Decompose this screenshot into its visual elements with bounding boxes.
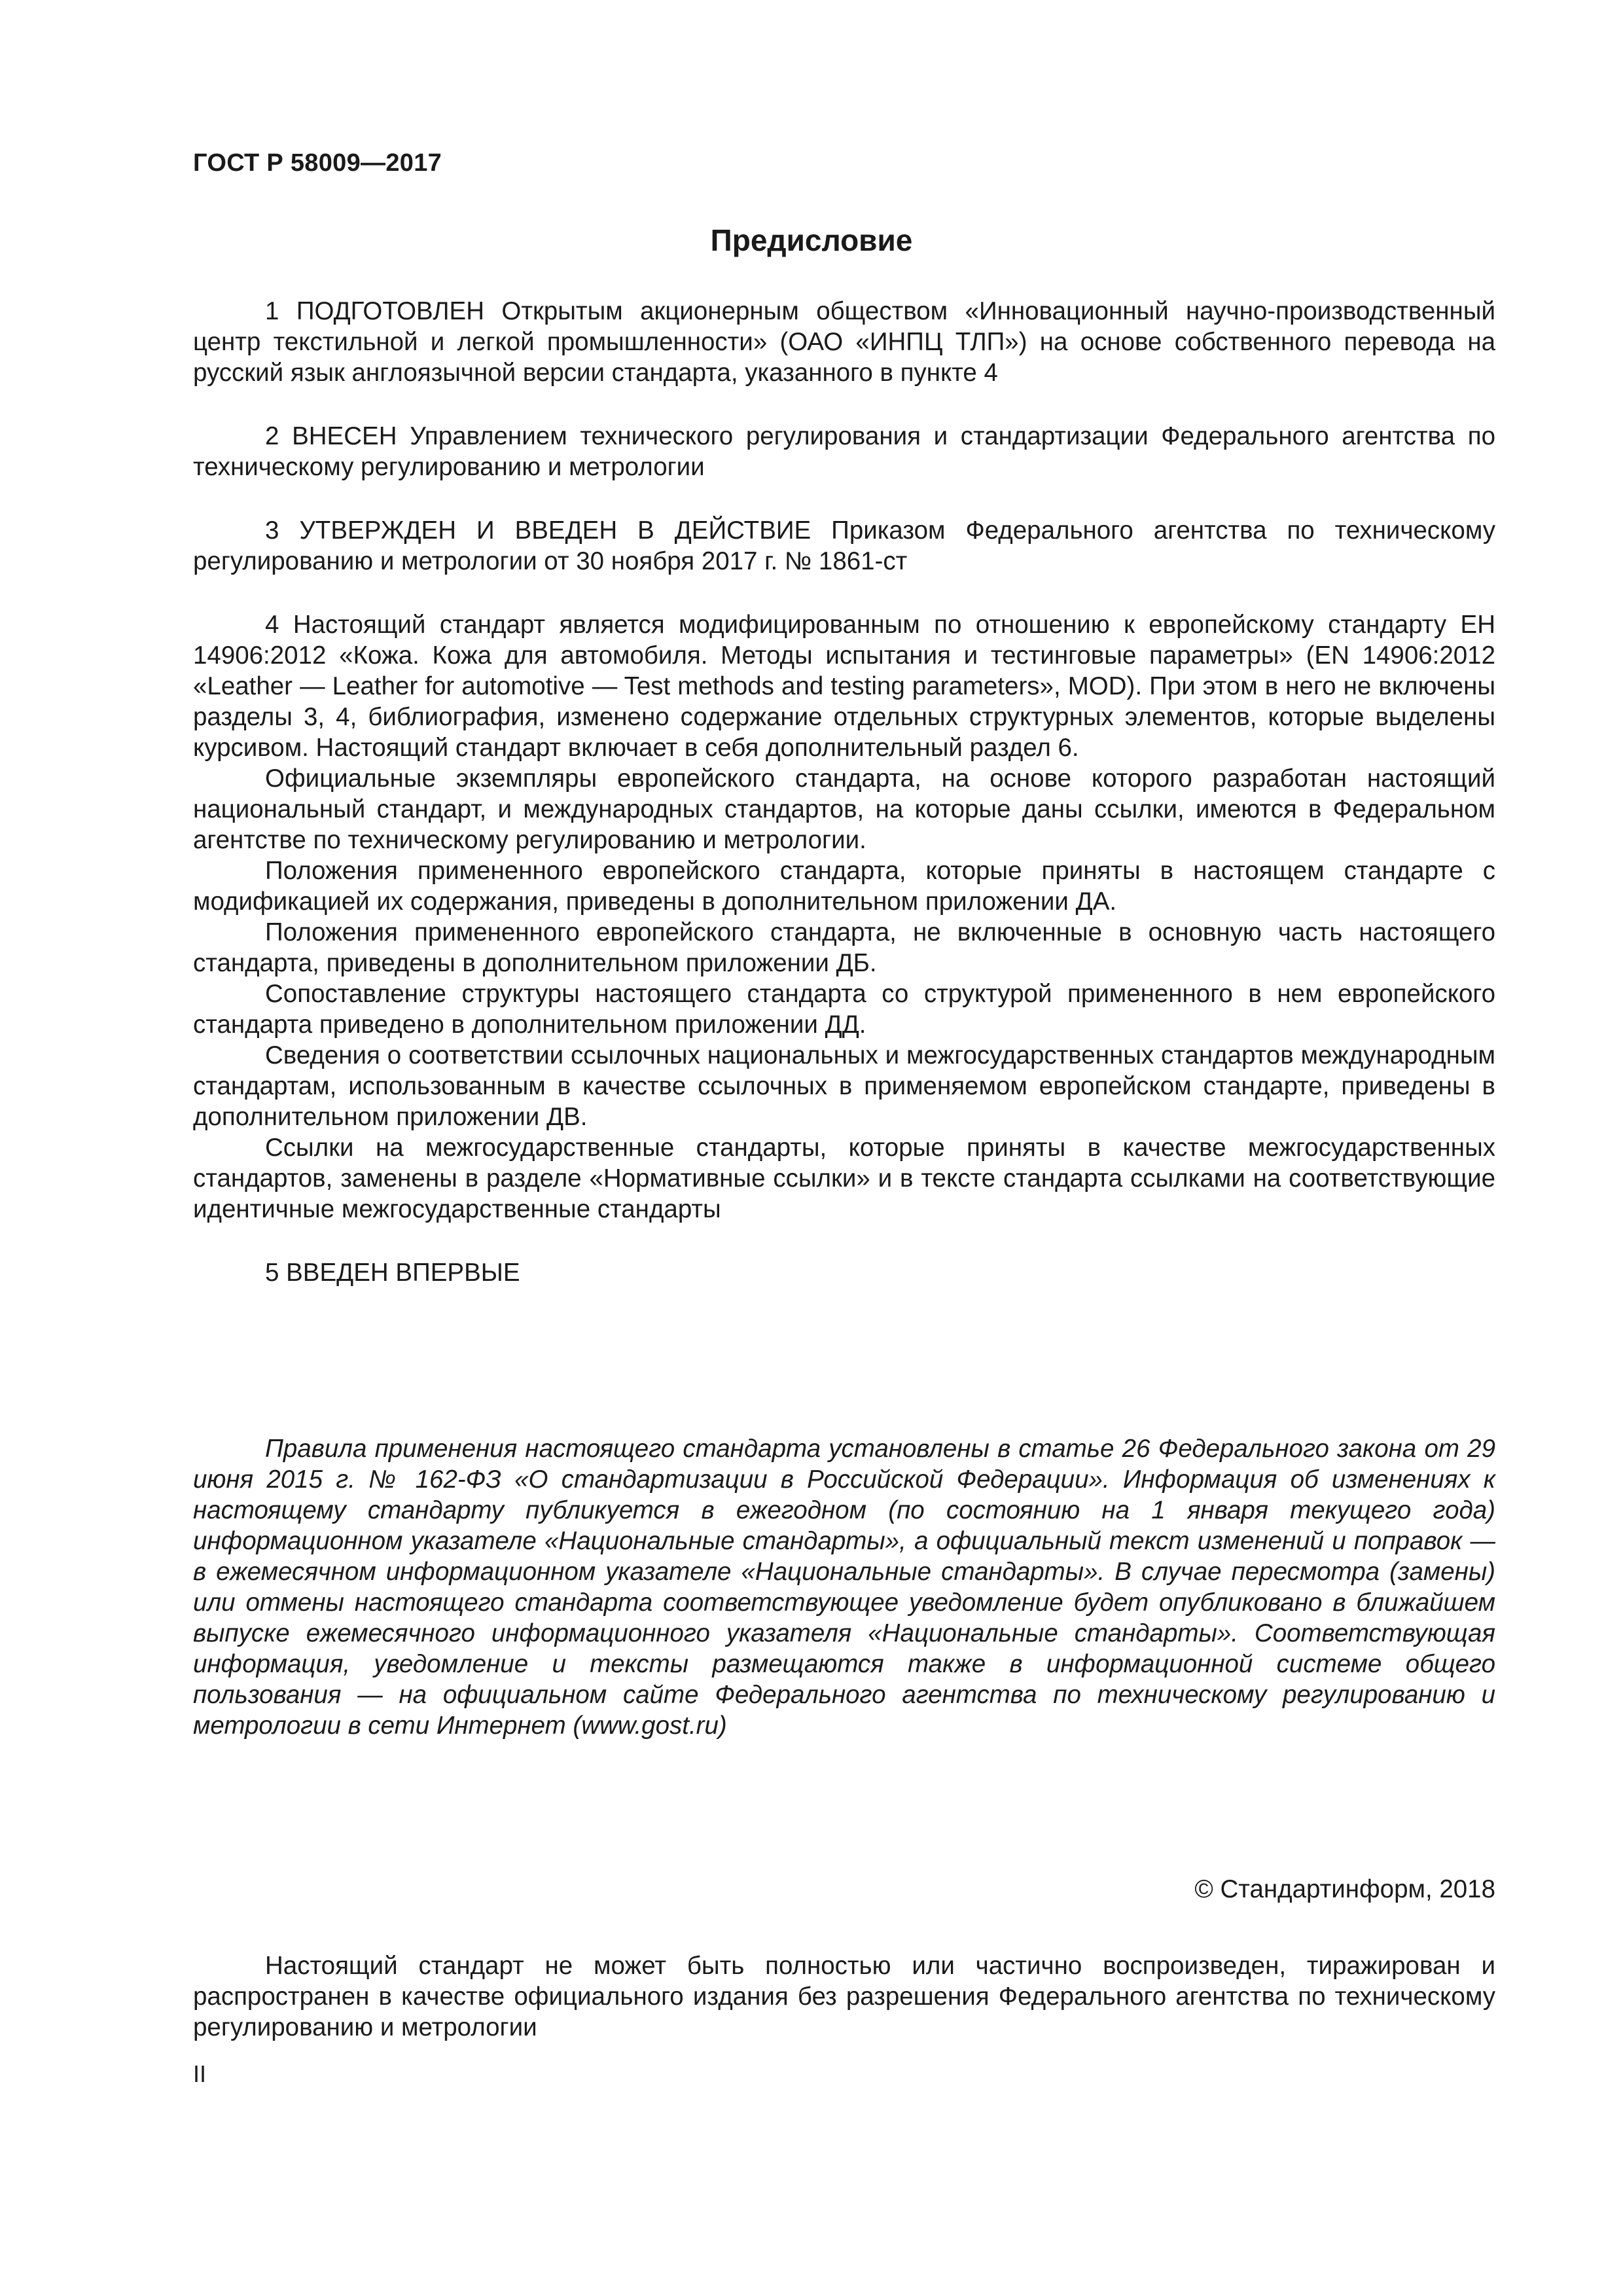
section-4-paragraph: Официальные экземпляры европейского стандарта, на основе которого разработан настоящий национальный стандарт, и международных стандартов, на которые даны ссылки, имеются в Федеральном агентстве по техническому регулированию и метрологии. <box>193 764 1495 854</box>
copyright-line: © Стандартинформ, 2018 <box>1194 1875 1495 1903</box>
section-1: 1 ПОДГОТОВЛЕН Открытым акционерным обществом «Инновационный научно-производственный центр текстильной и легкой промышленности» (ОАО «ИНПЦ ТЛП») на основе собственного перевода на русский язык англоязычной версии стандарта, указанного в пункте 4 <box>193 297 1495 387</box>
section-4-paragraph: Положения примененного европейского стандарта, не включенные в основную часть настоящего стандарта, приведены в дополнительном приложении ДБ. <box>193 918 1495 977</box>
section-4-paragraph: Сведения о соответствии ссылочных национальных и межгосударственных стандартов международным стандартам, использованным в качестве ссылочных в применяемом европейском стандарте, приведены в дополнительном приложении ДВ. <box>193 1041 1495 1131</box>
section-4-paragraph: Положения примененного европейского стандарта, которые приняты в настоящем стандарте с модификацией их содержания, приведены в дополнительном приложении ДА. <box>193 857 1495 916</box>
section-2: 2 ВНЕСЕН Управлением технического регулирования и стандартизации Федерального агентства по техническому регулированию и метрологии <box>193 422 1495 481</box>
section-3: 3 УТВЕРЖДЕН И ВВЕДЕН В ДЕЙСТВИЕ Приказом Федерального агентства по техническому регулированию и метрологии от 30 ноября 2017 г. № 1861-ст <box>193 516 1495 575</box>
section-4-paragraph: Ссылки на межгосударственные стандарты, которые приняты в качестве межгосударственных стандартов, заменены в разделе «Нормативные ссылки» и в тексте стандарта ссылками на соответствующие идентичные межгосударственные стандарты <box>193 1134 1495 1223</box>
reproduction-notice: Настоящий стандарт не может быть полностью или частично воспроизведен, тиражирован и распространен в качестве официального издания без разрешения Федерального агентства по техническому регулированию и метрологии <box>193 1952 1495 2041</box>
section-4-paragraph: Сопоставление структуры настоящего стандарта со структурой примененного в нем европейского стандарта приведено в дополнительном приложении ДД. <box>193 980 1495 1039</box>
application-rules-note: Правила применения настоящего стандарта установлены в статье 26 Федерального закона от 29 июня 2015 г. № 162-ФЗ «О стандартизации в Российской Федерации». Информация об изменениях к настоящему стандарту публикуется в ежегодном (по состоянию на 1 января текущего года) информационном указателе «Национальные стандарты», а официальный текст изменений и поправок — в ежемесячном информационном указателе «Национальные стандарты». В случае пересмотра (замены) или отмены настоящего стандарта соответствующее уведомление будет опубликовано в ближайшем выпуске ежемесячного информационного указателя «Национальные стандарты». Соответствующая информация, уведомление и тексты размещаются также в информационной системе общего пользования — на официальном сайте Федерального агентства по техническому регулированию и метрологии в сети Интернет (www.gost.ru) <box>193 1435 1495 1740</box>
section-4: 4 Настоящий стандарт является модифицированным по отношению к европейскому стандарту ЕН 14906:2012 «Кожа. Кожа для автомобиля. Методы испытания и тестинговые параметры» (EN 14906:2012 «Leather — Leather for automotive — Test methods and testing parameters», MOD). При этом в него не включены разделы 3, 4, библиография, изменено содержание отдельных структурных элементов, которые выделены курсивом. Настоящий стандарт включает в себя дополнительный раздел 6. <box>193 611 1495 762</box>
page-title: Предисловие <box>710 223 913 257</box>
section-5: 5 ВВЕДЕН ВПЕРВЫЕ <box>265 1259 520 1287</box>
page-number: II <box>193 2060 207 2087</box>
preface-body <box>193 296 1495 1288</box>
standard-code-header: ГОСТ Р 58009—2017 <box>193 149 442 177</box>
